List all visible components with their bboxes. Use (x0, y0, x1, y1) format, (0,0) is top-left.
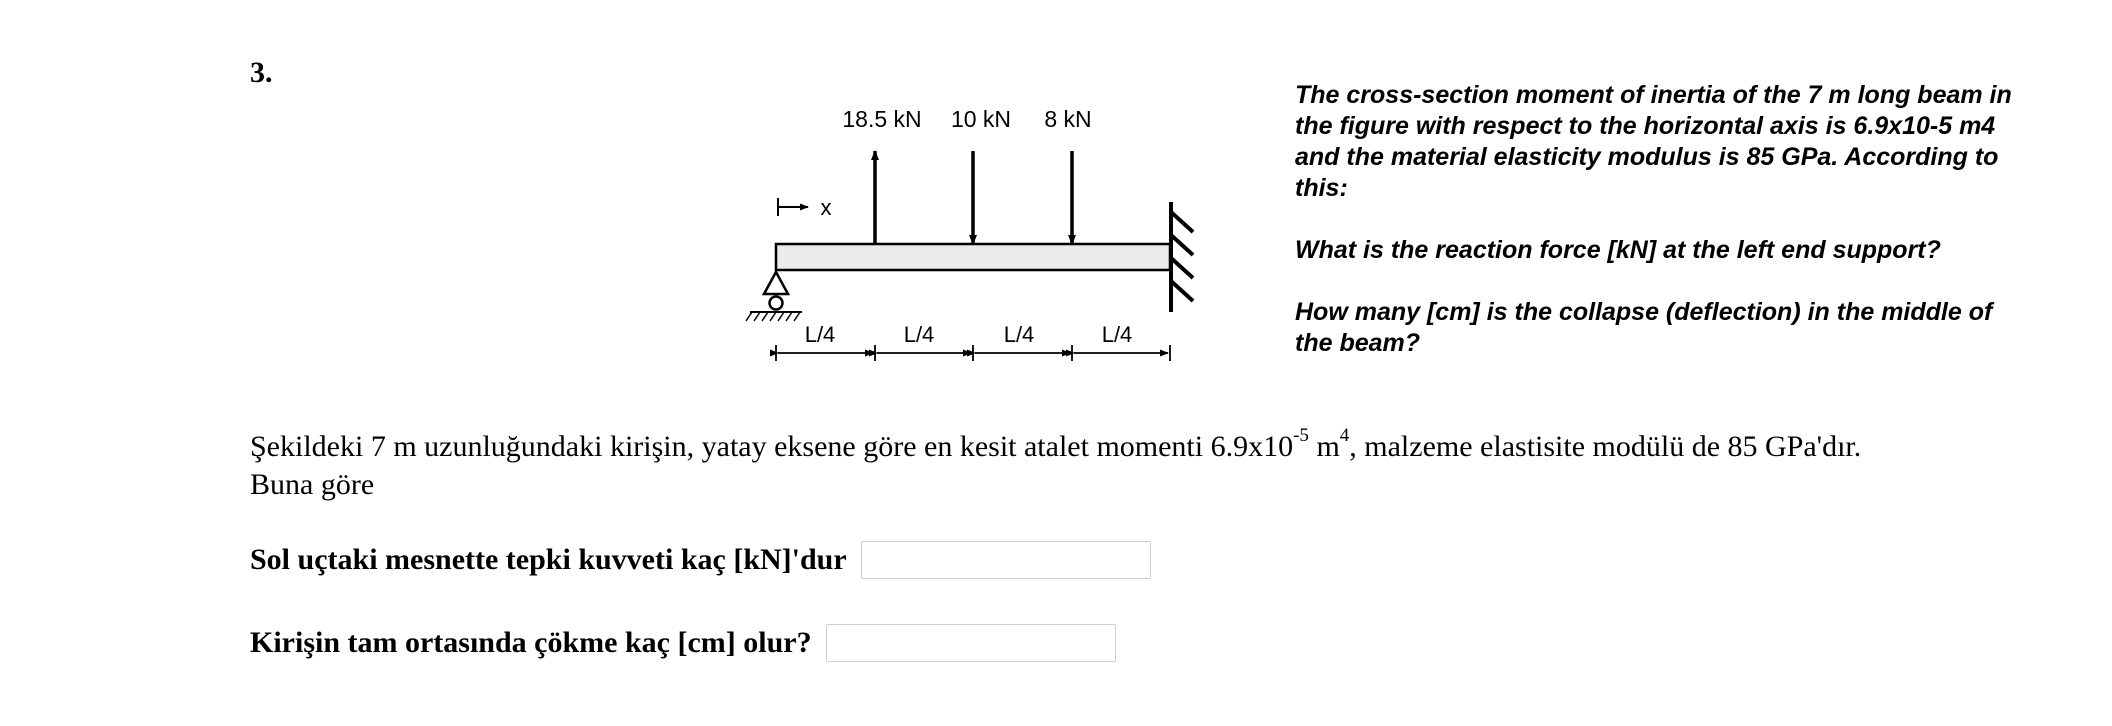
english-question-1: What is the reaction force [kN] at the left end support? (1295, 236, 1941, 264)
english-paragraph: The cross-section moment of inertia of the 7 m long beam in the figure with respect to the horizontal axis is 6.9x10-5 m4 and the material elasticity modulus is 85 GPa. According to this: (1295, 81, 2012, 202)
deflection-input[interactable] (826, 624, 1116, 662)
segment-label-1: L/4 (804, 322, 836, 347)
segment-label-4: L/4 (1101, 322, 1133, 347)
turkish-question-2: Kirişin tam ortasında çökme kaç [cm] olur? (250, 626, 812, 659)
answer-row-deflection (250, 624, 1116, 662)
question-number: 3. (250, 56, 273, 89)
load-label-2: 10 kN (950, 106, 1012, 132)
roller-support (746, 272, 802, 321)
english-question-2: How many [cm] is the collapse (deflection) in the middle of the beam? (1295, 298, 1993, 357)
dimension-line (776, 345, 1170, 361)
x-axis-indicator (778, 195, 832, 220)
load-label-1: 18.5 kN (842, 106, 922, 132)
fixed-wall-support (1171, 202, 1193, 312)
exponent-4: 4 (1339, 425, 1350, 446)
beam-diagram (730, 90, 1230, 390)
answer-row-reaction-force (250, 541, 1151, 579)
load-label-3: 8 kN (1044, 106, 1092, 132)
x-axis-label: x (820, 195, 832, 220)
segment-label-3: L/4 (1003, 322, 1035, 347)
beam (776, 244, 1170, 270)
segment-label-2: L/4 (903, 322, 935, 347)
turkish-paragraph: Şekildeki 7 m uzunluğundaki kirişin, yatay eksene göre en kesit atalet momenti $6.9x10^{-5}$ $m^4$, malzeme elastisite modülü de 85 GPa'dır. Buna göre (250, 425, 1862, 501)
exponent-minus-5: -5 (1293, 425, 1309, 446)
english-description (1295, 80, 2015, 359)
reaction-force-input[interactable] (861, 541, 1151, 579)
turkish-question-1: Sol uçtaki mesnette tepki kuvveti kaç [kN]'dur (250, 543, 847, 576)
